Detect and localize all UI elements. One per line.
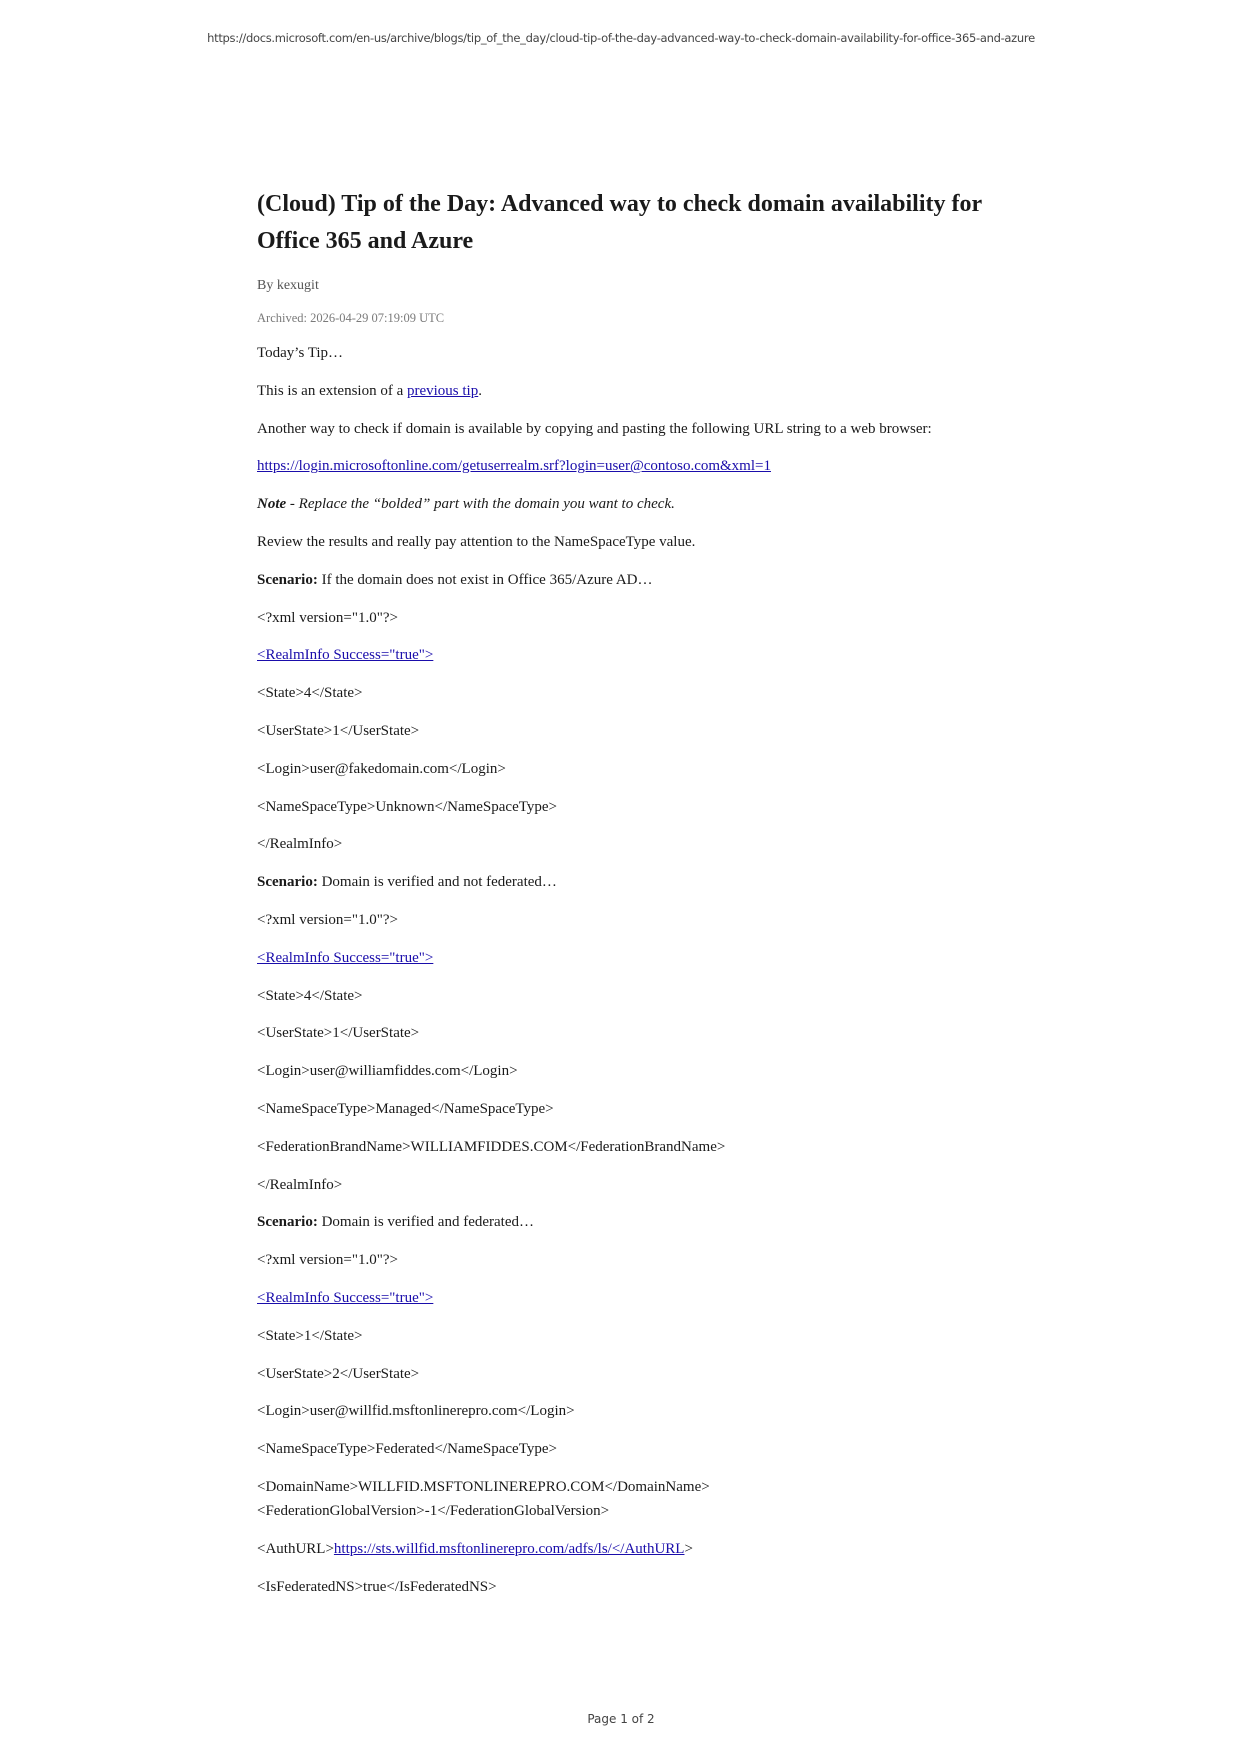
scenario-label: Scenario:	[257, 874, 318, 891]
xml-line	[257, 1288, 997, 1308]
authurl-close: >	[684, 1540, 693, 1557]
scenario-3-heading	[257, 1212, 997, 1232]
xml-line	[257, 948, 997, 968]
scenario-1-text: If the domain does not exist in Office 365/Azure AD…	[317, 571, 653, 588]
xml-line	[257, 645, 997, 665]
xml-line: <UserState>2</UserState>	[257, 1365, 420, 1382]
xml-declaration: <?xml version="1.0"?>	[257, 609, 398, 626]
xml-line	[257, 1539, 997, 1559]
extension-period: .	[478, 382, 482, 399]
scenario-2-text: Domain is verified and not federated…	[317, 874, 557, 891]
scenario-label: Scenario:	[257, 1214, 318, 1231]
page-title: (Cloud) Tip of the Day: Advanced way to check domain availability for Office 365 and Azure	[257, 191, 982, 254]
xml-line: <FederationBrandName>WILLIAMFIDDES.COM</FederationBrandName>	[257, 1138, 726, 1155]
xml-line: <UserState>1</UserState>	[257, 722, 420, 739]
xml-line: <DomainName>WILLFID.MSFTONLINEREPRO.COM</DomainName>	[257, 1478, 710, 1495]
review-paragraph: Review the results and really pay attention to the NameSpaceType value.	[257, 533, 696, 550]
xml-line: </RealmInfo>	[257, 1176, 343, 1193]
byline: By kexugit	[257, 278, 319, 293]
xml-line: <State>4</State>	[257, 685, 363, 702]
note-text: - Replace the “bolded” part with the domain you want to check.	[286, 496, 675, 513]
note-paragraph	[257, 494, 997, 514]
another-way-paragraph: Another way to check if domain is available by copying and pasting the following URL string to a web browser:	[257, 420, 932, 437]
note-label: Note	[257, 496, 287, 513]
xml-line: <Login>user@fakedomain.com</Login>	[257, 760, 506, 777]
xml-line: <State>1</State>	[257, 1327, 363, 1344]
xml-line: <State>4</State>	[257, 987, 363, 1004]
scenario-1-heading	[257, 570, 997, 590]
check-url-paragraph	[257, 456, 997, 476]
xml-line: <Login>user@willfid.msftonlinerepro.com</Login>	[257, 1403, 575, 1420]
realminfo-link[interactable]: <RealmInfo Success="true">	[257, 1289, 434, 1306]
xml-line: <FederationGlobalVersion>-1</FederationGlobalVersion>	[257, 1502, 610, 1519]
xml-line: <NameSpaceType>Unknown</NameSpaceType>	[257, 798, 557, 815]
xml-line: <NameSpaceType>Federated</NameSpaceType>	[257, 1441, 557, 1458]
scenario-2-heading	[257, 872, 997, 892]
xml-line: </RealmInfo>	[257, 836, 343, 853]
scenario-label: Scenario:	[257, 571, 318, 588]
article	[257, 186, 997, 1597]
archived-timestamp: Archived: 2026-04-29 07:19:09 UTC	[257, 311, 445, 325]
extension-text: This is an extension of a	[257, 382, 407, 399]
xml-line: <Login>user@williamfiddes.com</Login>	[257, 1063, 518, 1080]
xml-line: <IsFederatedNS>true</IsFederatedNS>	[257, 1578, 497, 1595]
authurl-link[interactable]: https://sts.willfid.msftonlinerepro.com/adfs/ls/</AuthURL	[333, 1540, 685, 1557]
xml-declaration: <?xml version="1.0"?>	[257, 911, 398, 928]
scenario-3-text: Domain is verified and federated…	[317, 1214, 534, 1231]
authurl-open: <AuthURL>	[257, 1540, 334, 1557]
getuserrealm-link[interactable]: https://login.microsoftonline.com/getuserrealm.srf?login=user@contoso.com&xml=1	[257, 458, 771, 475]
xml-line: <NameSpaceType>Managed</NameSpaceType>	[257, 1100, 554, 1117]
header-url: https://docs.microsoft.com/en-us/archive/blogs/tip_of_the_day/cloud-tip-of-the-day-advanced-way-to-check-domain-availability-for-office-365-and-azure	[207, 31, 1035, 45]
xml-line: <UserState>1</UserState>	[257, 1025, 420, 1042]
todays-tip: Today’s Tip…	[257, 345, 344, 361]
extension-paragraph	[257, 381, 997, 401]
realminfo-link[interactable]: <RealmInfo Success="true">	[257, 647, 434, 664]
page-number: Page 1 of 2	[587, 1712, 655, 1726]
realminfo-link[interactable]: <RealmInfo Success="true">	[257, 949, 434, 966]
previous-tip-link[interactable]: previous tip	[406, 382, 479, 399]
xml-declaration: <?xml version="1.0"?>	[257, 1252, 398, 1269]
